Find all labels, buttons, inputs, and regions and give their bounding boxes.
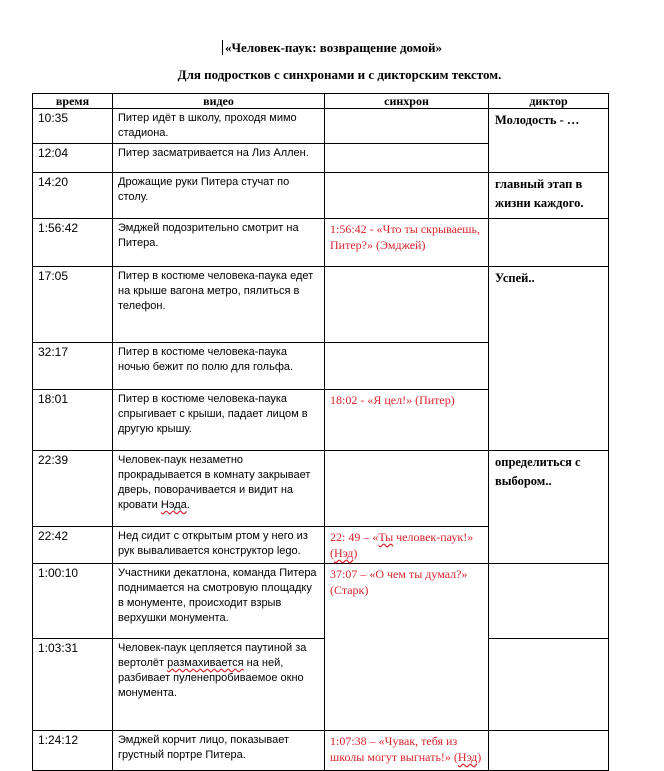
time-cell: 14:20: [33, 173, 113, 219]
time-cell: 17:05: [33, 267, 113, 343]
narrator-cell: [489, 564, 609, 639]
video-cell: Питер в костюме человека-паука спрыгивает с крыши, падает лицом в другую крышу.: [113, 390, 325, 451]
video-cell: Участники декатлона, команда Питера поднимается на смотровую площадку в монументе, происходит взрыв верхушки монумента.: [113, 564, 325, 639]
sync-cell: [325, 173, 489, 219]
document-subtitle: Для подростков с синхронами и с дикторским текстом.: [177, 67, 502, 82]
table-row: [33, 109, 609, 144]
sync-cell: 1:07:38 – «Чувак, тебя из школы могут выгнать!» (Нэд): [325, 731, 489, 771]
time-cell: 22:39: [33, 451, 113, 527]
table-row: [33, 451, 609, 527]
video-cell: Питер идёт в школу, проходя мимо стадиона.: [113, 109, 325, 144]
table-row: [33, 173, 609, 219]
script-table: [32, 93, 609, 771]
table-row: [33, 639, 609, 731]
table-header-row: [33, 94, 609, 109]
table-row: [33, 731, 609, 771]
table-row: [33, 564, 609, 639]
narrator-cell: [489, 219, 609, 267]
time-cell: 1:03:31: [33, 639, 113, 731]
video-cell: Питер в костюме человека-паука едет на крыше вагона метро, пялиться в телефон.: [113, 267, 325, 343]
video-cell: Дрожащие руки Питера стучат по столу.: [113, 173, 325, 219]
sync-cell: 1:56:42 - «Что ты скрываешь, Питер?» (Эмджей): [325, 219, 489, 267]
narrator-cell: [489, 639, 609, 731]
video-cell: Питер засматривается на Лиз Аллен.: [113, 144, 325, 173]
time-cell: 18:01: [33, 390, 113, 451]
sync-cell: 18:02 - «Я цел!» (Питер): [325, 390, 489, 451]
sync-cell: [325, 109, 489, 144]
sync-cell: 22: 49 – «Ты человек-паук!» (Нэд): [325, 527, 489, 564]
time-cell: 1:00:10: [33, 564, 113, 639]
column-header-sync: синхрон: [325, 94, 489, 109]
time-cell: 22:42: [33, 527, 113, 564]
narrator-cell: главный этап в жизни каждого.: [489, 173, 609, 219]
sync-cell: 37:07 – «О чем ты думал?» (Старк): [325, 564, 489, 731]
narrator-cell: Успей..: [489, 267, 609, 451]
video-cell: Нед сидит с открытым ртом у него из рук вываливается конструктор lego.: [113, 527, 325, 564]
table-row: [33, 267, 609, 343]
sync-cell: [325, 267, 489, 343]
video-cell: Человек-паук незаметно прокрадывается в комнату закрывает дверь, поворачивается и видит на кровати Нэда.: [113, 451, 325, 527]
document-title: «Человек-паук: возвращение домой»: [0, 40, 664, 56]
column-header-time: время: [33, 94, 113, 109]
video-cell: Человек-паук цепляется паутиной за вертолёт размахивается на ней, разбивает пуленепробиваемое окно монумента.: [113, 639, 325, 731]
sync-cell: [325, 144, 489, 173]
video-cell: Эмджей корчит лицо, показывает грустный портре Питера.: [113, 731, 325, 771]
sync-cell: [325, 451, 489, 527]
time-cell: 1:24:12: [33, 731, 113, 771]
time-cell: 12:04: [33, 144, 113, 173]
video-cell: Питер в костюме человека-паука ночью бежит по полю для гольфа.: [113, 343, 325, 390]
text-cursor: [222, 40, 223, 55]
narrator-cell: Молодость - …: [489, 109, 609, 173]
table-row: [33, 219, 609, 267]
column-header-narrator: диктор: [489, 94, 609, 109]
time-cell: 10:35: [33, 109, 113, 144]
sync-cell: [325, 343, 489, 390]
time-cell: 1:56:42: [33, 219, 113, 267]
video-cell: Эмджей подозрительно смотрит на Питера.: [113, 219, 325, 267]
narrator-cell: [489, 731, 609, 771]
time-cell: 32:17: [33, 343, 113, 390]
column-header-video: видео: [113, 94, 325, 109]
narrator-cell: определиться с выбором..: [489, 451, 609, 564]
